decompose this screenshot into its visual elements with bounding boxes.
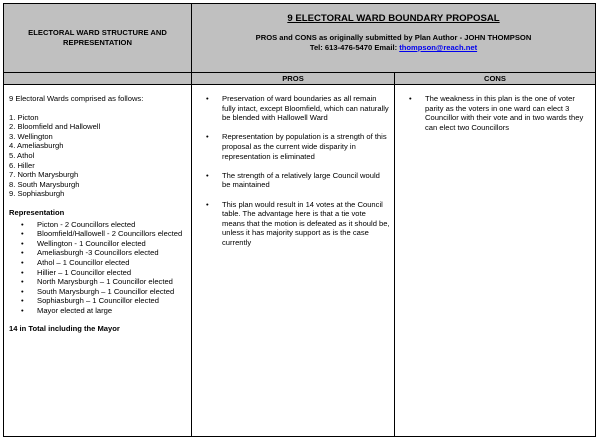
representation-item: • Bloomfield/Hallowell - 2 Councillors elected — [37, 229, 187, 239]
ward-item: 1. Picton — [9, 112, 39, 122]
representation-item: • Hillier – 1 Councillor elected — [37, 268, 187, 278]
ward-item: 6. Hiller — [9, 160, 35, 170]
representation-item: • Ameliasburgh -3 Councillors elected — [37, 248, 187, 258]
ward-item: 7. North Marysburgh — [9, 170, 79, 180]
title-cell — [192, 4, 596, 73]
pros-item: • This plan would result in 14 votes at the Council table. The advantage here is that a tie vote means that the motion is defeated as it should be, unless it has majority support as is the case currently — [192, 200, 394, 248]
pros-item: • Preservation of ward boundaries as all remain fully intact, except Bloomfield, which can naturally be blended with Hallowell Ward — [192, 94, 394, 123]
representation-item: • South Marysburgh – 1 Councillor elected — [37, 287, 187, 297]
pros-item: • The strength of a relatively large Council would be maintained — [192, 171, 394, 190]
ward-list — [9, 113, 187, 199]
contact-prefix: Tel: 613-476-5470 Email: — [309, 43, 400, 52]
representation-item: • North Marysburgh – 1 Councillor elected — [37, 277, 187, 287]
ward-item: 2. Bloomfield and Hallowell — [9, 122, 101, 132]
representation-heading: Representation — [9, 207, 65, 217]
representation-item: • Sophiasburgh – 1 Councillor elected — [37, 296, 187, 306]
pros-item: • Representation by population is a strength of this proposal as the current wide disparity in representation is eliminated — [192, 132, 394, 161]
cons-item: • The weakness in this plan is the one of voter parity as the voters in one ward can elect 3 Councillor with their vote and in two wards they can elect two Councillors — [395, 94, 595, 132]
ward-item: 5. Athol — [9, 150, 35, 160]
proposal-table — [3, 3, 596, 437]
left-subheader-cell — [4, 73, 192, 85]
ward-item: 8. South Marysburgh — [9, 179, 80, 189]
ward-structure-cell — [4, 85, 192, 437]
total-line: 14 in Total including the Mayor — [9, 324, 120, 334]
cons-cell — [395, 85, 596, 437]
representation-item: • Athol – 1 Councillor elected — [37, 258, 187, 268]
pros-cell — [192, 85, 395, 437]
representation-item: • Picton - 2 Councillors elected — [37, 220, 187, 230]
ward-item: 3. Wellington — [9, 131, 53, 141]
cons-column-header: CONS — [395, 73, 596, 85]
ward-item: 4. Ameliasburgh — [9, 141, 64, 151]
left-header-text: ELECTORAL WARD STRUCTURE AND REPRESENTATION — [28, 28, 167, 47]
representation-item: • Wellington - 1 Councillor elected — [37, 239, 187, 249]
representation-item: • Mayor elected at large — [37, 306, 187, 316]
contact-line — [192, 43, 595, 53]
wards-intro: 9 Electoral Wards comprised as follows: — [9, 94, 144, 103]
left-header-cell — [4, 4, 192, 73]
ward-item: 9. Sophiasburgh — [9, 189, 65, 199]
email-link[interactable]: thompson@reach.net — [399, 43, 478, 52]
representation-list — [9, 220, 187, 316]
pros-column-header: PROS — [192, 73, 395, 85]
proposal-title: 9 ELECTORAL WARD BOUNDARY PROPOSAL — [287, 13, 500, 24]
proposal-subtitle: PROS and CONS as originally submitted by Plan Author - JOHN THOMPSON — [255, 33, 532, 42]
